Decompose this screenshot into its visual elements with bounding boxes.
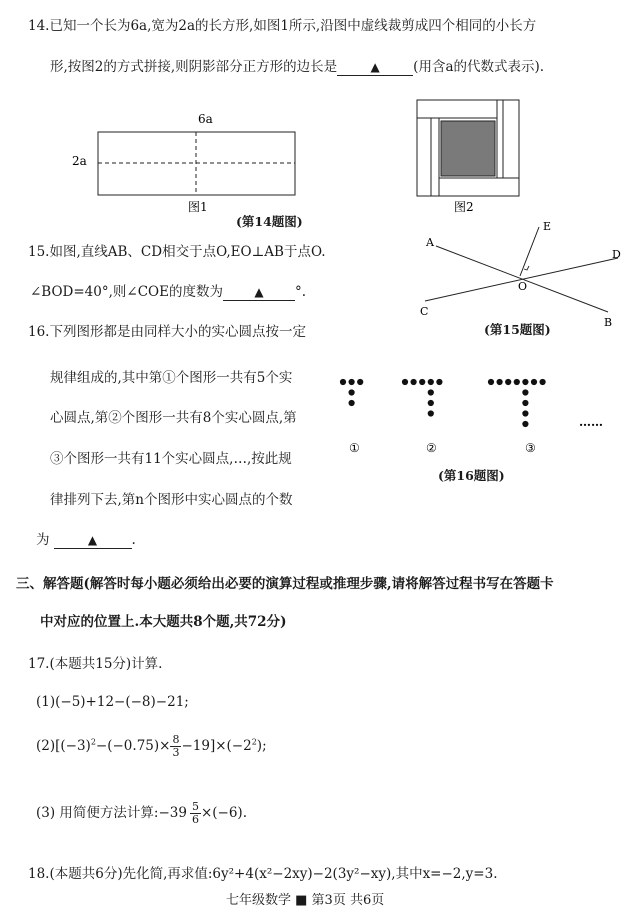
q16-line5: 律排列下去,第n个图形中实心圆点的个数 (50, 492, 293, 508)
point-a-label: A (426, 236, 434, 249)
dot-fig2 (428, 410, 434, 416)
q14-figure-2 (410, 96, 530, 216)
right-angle-mark-icon (524, 266, 529, 270)
section3-heading-cont: 中对应的位置上.本大题共8个题,共72分) (40, 614, 287, 630)
q16-line6-tail: . (131, 532, 136, 548)
dot-fig1 (349, 379, 355, 385)
point-b-label: B (604, 316, 613, 329)
fig-label-3: ③ (525, 441, 536, 455)
point-o-label: O (518, 280, 528, 293)
triangle-icon: ▲ (254, 285, 264, 299)
point-d-label: D (612, 248, 621, 261)
fraction-numerator: 8 (172, 733, 180, 746)
fig1-left-label: 2a (72, 154, 87, 168)
dot-fig3 (540, 379, 546, 385)
dot-fig3 (531, 379, 537, 385)
q14-figure-caption: (第14题图) (236, 214, 303, 229)
page-footer: 七年级数学 ■ 第3页 共6页 (226, 893, 385, 908)
dot-figures (340, 379, 546, 427)
dot-fig2 (428, 400, 434, 406)
q17-title: 17.(本题共15分)计算. (28, 656, 163, 672)
fig-label-1: ① (349, 441, 360, 455)
q17-p2-seg: −19]×(−2 (181, 738, 252, 754)
dot-fig2 (428, 389, 434, 395)
q16-line1: 16.下列图形都是由同样大小的实心圆点按一定 (28, 324, 306, 340)
answer-blank-16[interactable] (54, 532, 132, 549)
q16-line4: ③个图形一共有11个实心圆点,…,按此规 (50, 451, 292, 467)
dot-fig3 (497, 379, 503, 385)
fraction-denominator: 3 (172, 746, 180, 759)
q17-part3 (36, 801, 247, 826)
q15-figure-caption: (第15题图) (484, 322, 551, 337)
q14-line1: 14.已知一个长为6a,宽为2a的长方形,如图1所示,沿图中虚线裁剪成四个相同的小长方 (28, 18, 537, 34)
q16-figure-caption: (第16题图) (438, 468, 505, 483)
fig1-caption: 图1 (188, 200, 208, 214)
section3-heading: 三、解答题(解答时每小题必须给出必要的演算过程或推理步骤,请将解答过程书写在答题卡 (16, 576, 554, 592)
q15-line2-tail: °. (294, 284, 307, 300)
q17-p3-seg: (3) 用简便方法计算:−39 (36, 805, 187, 821)
q17-p3-seg: ×(−6). (200, 805, 247, 821)
point-c-label: C (420, 305, 429, 318)
dot-fig2 (436, 379, 442, 385)
triangle-icon: ▲ (370, 60, 380, 74)
dot-fig3 (522, 400, 528, 406)
dot-fig3 (522, 389, 528, 395)
dot-fig1 (349, 400, 355, 406)
q17-part2 (36, 734, 267, 759)
dot-fig2 (402, 379, 408, 385)
q17-p2-exp: 2 (90, 737, 96, 747)
q14-figure-1 (60, 105, 310, 215)
dot-fig1 (357, 379, 363, 385)
fraction-numerator: 5 (191, 800, 199, 813)
ray-oe (520, 227, 539, 276)
fig2-shaded-square (441, 121, 495, 176)
dot-fig1 (349, 389, 355, 395)
dot-fig3 (522, 421, 528, 427)
dot-fig3 (505, 379, 511, 385)
dot-fig2 (428, 379, 434, 385)
q16-line3: 心圆点,第②个图形一共有8个实心圆点,第 (50, 410, 297, 426)
q16-line6-text: 为 (36, 532, 50, 548)
q16-line6 (36, 528, 136, 549)
triangle-icon: ▲ (87, 533, 98, 547)
dot-fig2 (419, 379, 425, 385)
dot-fig3 (488, 379, 494, 385)
fig-label-2: ② (426, 441, 437, 455)
dot-fig3 (522, 410, 528, 416)
q17-p2-exp: 2 (251, 737, 257, 747)
q15-line2-text: ∠BOD=40°,则∠COE的度数为 (30, 284, 223, 300)
q17-part1: (1)(−5)+12−(−8)−21; (36, 694, 189, 710)
q18-line: 18.(本题共6分)先化简,再求值:6y²+4(x²−2xy)−2(3y²−xy),其中x=−2,y=3. (28, 866, 498, 882)
point-e-label: E (543, 220, 552, 233)
q17-p2-seg: ); (256, 738, 267, 754)
q17-p2-seg: (2)[(−3) (36, 738, 91, 754)
q16-line2: 规律组成的,其中第①个图形一共有5个实 (50, 370, 293, 386)
dot-fig3 (522, 379, 528, 385)
q15-figure (410, 218, 635, 336)
fig2-caption: 图2 (454, 200, 474, 214)
fig1-top-label: 6a (198, 112, 213, 126)
dot-fig2 (411, 379, 417, 385)
q14-line2-text: 形,按图2的方式拼接,则阴影部分正方形的边长是 (50, 59, 338, 75)
answer-blank-14[interactable] (337, 59, 413, 76)
q17-p2-seg: −(−0.75)× (95, 738, 171, 754)
q15-line2 (30, 280, 306, 301)
q14-line2 (50, 55, 544, 76)
fraction-denominator: 6 (191, 813, 199, 826)
ellipsis: …… (579, 415, 603, 429)
q15-line1: 15.如图,直线AB、CD相交于点O,EO⊥AB于点O. (28, 244, 326, 260)
answer-blank-15[interactable] (223, 284, 295, 301)
dot-fig3 (514, 379, 520, 385)
fraction-5-6 (190, 801, 201, 826)
dot-fig1 (340, 379, 346, 385)
fraction-8-3 (170, 734, 181, 759)
q14-line2-tail: (用含a的代数式表示). (413, 59, 545, 75)
